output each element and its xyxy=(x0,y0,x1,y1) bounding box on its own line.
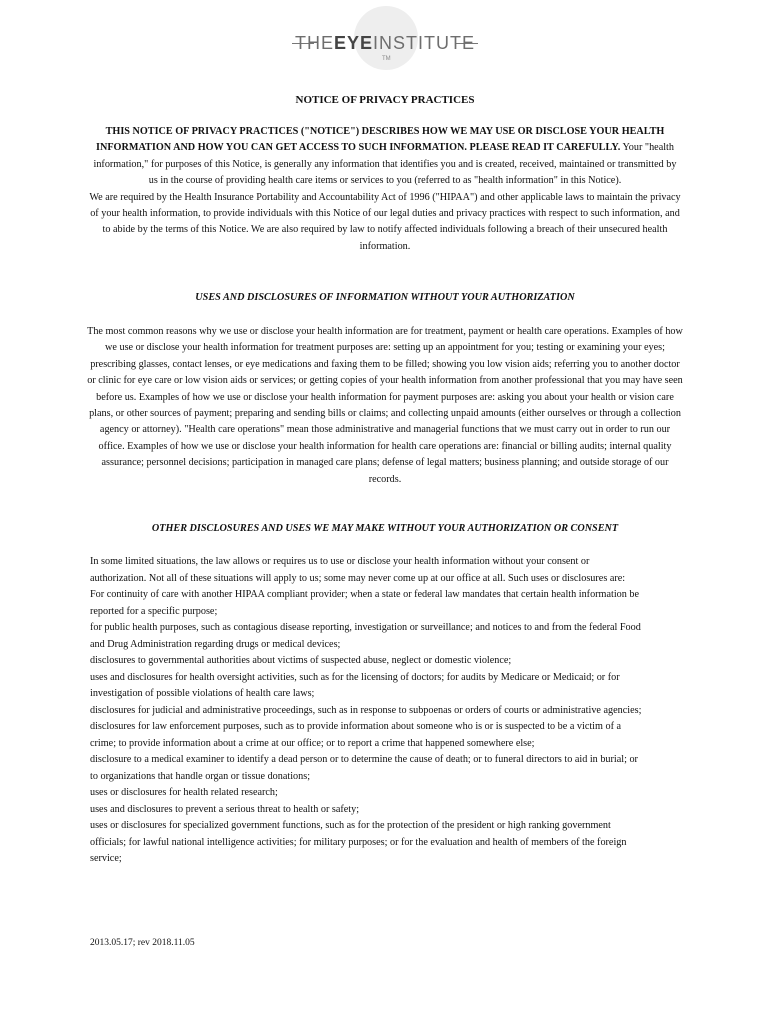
logo-wordmark xyxy=(0,33,770,54)
list-item: uses and disclosures to prevent a serious threat to health or safety; xyxy=(90,803,360,815)
uses-paragraph: The most common reasons why we use or disclose your health information are for treatment, payment or health care operations. Examples of how we use or disclose your health information for treatment purposes are: setting up an appointment for you; testing or examining your eyes; prescribing glasses, contact lenses, or eye medications and faxing them to be filled; showing you low vision aids; referring you to another doctor or clinic for eye care or low vision aids or services; or getting copies of your health information from another professional that you may have seen before us. Examples of how we use or disclose your health information for payment purposes are: asking you about your health or vision care plans, or other sources of payment; preparing and sending bills or claims; and collecting unpaid amounts (either ourselves or through a collection agency or attorney). "Health care operations" mean those administrative and managerial functions that we must carry out in order to run our office. Examples of how we use or disclose your health information for health care operations are: financial or billing audits; internal quality assurance; personnel decisions; participation in managed care plans; defense of legal matters; business planning; and outside storage of our records. xyxy=(87,326,683,485)
intro-bold-notice: THIS NOTICE OF PRIVACY PRACTICES ("NOTICE") DESCRIBES HOW WE MAY USE OR DISCLOSE YOUR HEALTH INFORMATION AND HOW YOU CAN GET ACCESS TO SUCH INFORMATION. PLEASE READ IT CAREFULLY. xyxy=(96,126,665,154)
list-item: uses and disclosures for health oversight activities, such as for the licensing of doctors; for audits by Medicare or Medicaid; or for investigation of possible violations of health care laws; xyxy=(90,671,620,699)
list-item: disclosures for judicial and administrative proceedings, such as in response to subpoenas or orders of courts or administrative agencies; xyxy=(90,704,642,716)
section-heading-other: OTHER DISCLOSURES AND USES WE MAY MAKE WITHOUT YOUR AUTHORIZATION OR CONSENT xyxy=(151,523,619,534)
intro-text: Your "health information," for purposes of this Notice, is generally any information that identifies you and is created, received, maintained or transmitted by us in the course of providing health care items or services to you (referred to as "health information" in this Notice). xyxy=(93,142,677,187)
list-item: disclosures to governmental authorities about victims of suspected abuse, neglect or domestic violence; xyxy=(90,655,512,666)
list-item: uses or disclosures for specialized government functions, such as for the protection of the president or high ranking government officials; for lawful national intelligence activities; for military purposes; or for the evaluation and health of members of the foreign service; xyxy=(90,820,627,864)
list-item: for public health purposes, such as contagious disease reporting, investigation or surveillance; and notices to and from the federal Food and Drug Administration regarding drugs or medical devices; xyxy=(90,622,641,650)
other-disclosures-section xyxy=(90,554,646,868)
list-item: disclosure to a medical examiner to identify a dead person or to determine the cause of death; or to funeral directors to aid in burial; or to organizations that handle organ or tissue donations; xyxy=(90,754,638,782)
list-item: disclosures for law enforcement purposes, such as to provide information about someone who is or is suspected to be a victim of a crime; to provide information about a crime at our office; or to report a crime that happened somewhere else; xyxy=(90,721,622,749)
revision-footer: 2013.05.17; rev 2018.11.05 xyxy=(90,938,195,948)
intro-section xyxy=(88,124,682,255)
list-item: uses or disclosures for health related research; xyxy=(90,787,278,798)
logo-prefix: THE xyxy=(294,33,334,53)
other-disclosures-intro: In some limited situations, the law allows or requires us to use or disclose your health information without your consent or authorization. Not all of these situations will apply to us; some may never come up at our office at all. Such uses or disclosures are: xyxy=(90,556,626,584)
list-item: For continuity of care with another HIPAA compliant provider; when a state or federal law mandates that certain health information be reported for a specific purpose; xyxy=(90,589,640,617)
logo-suffix: INSTITUTE xyxy=(373,33,476,53)
logo-trademark: TM xyxy=(382,56,391,62)
logo-eye: EYE xyxy=(333,33,374,53)
logo xyxy=(0,0,770,80)
section-heading-uses: USES AND DISCLOSURES OF INFORMATION WITHOUT YOUR AUTHORIZATION xyxy=(195,292,575,303)
intro-paragraph xyxy=(88,124,682,190)
document-title: NOTICE OF PRIVACY PRACTICES xyxy=(295,94,475,106)
hipaa-paragraph: We are required by the Health Insurance Portability and Accountability Act of 1996 ("HIPAA") and other applicable laws to maintain the privacy of your health information, to provide individuals with this Notice of our legal duties and privacy practices with respect to such information, and to abide by the terms of this Notice. We are also required by law to notify affected individuals following a breach of their unsecured health information. xyxy=(89,191,681,252)
